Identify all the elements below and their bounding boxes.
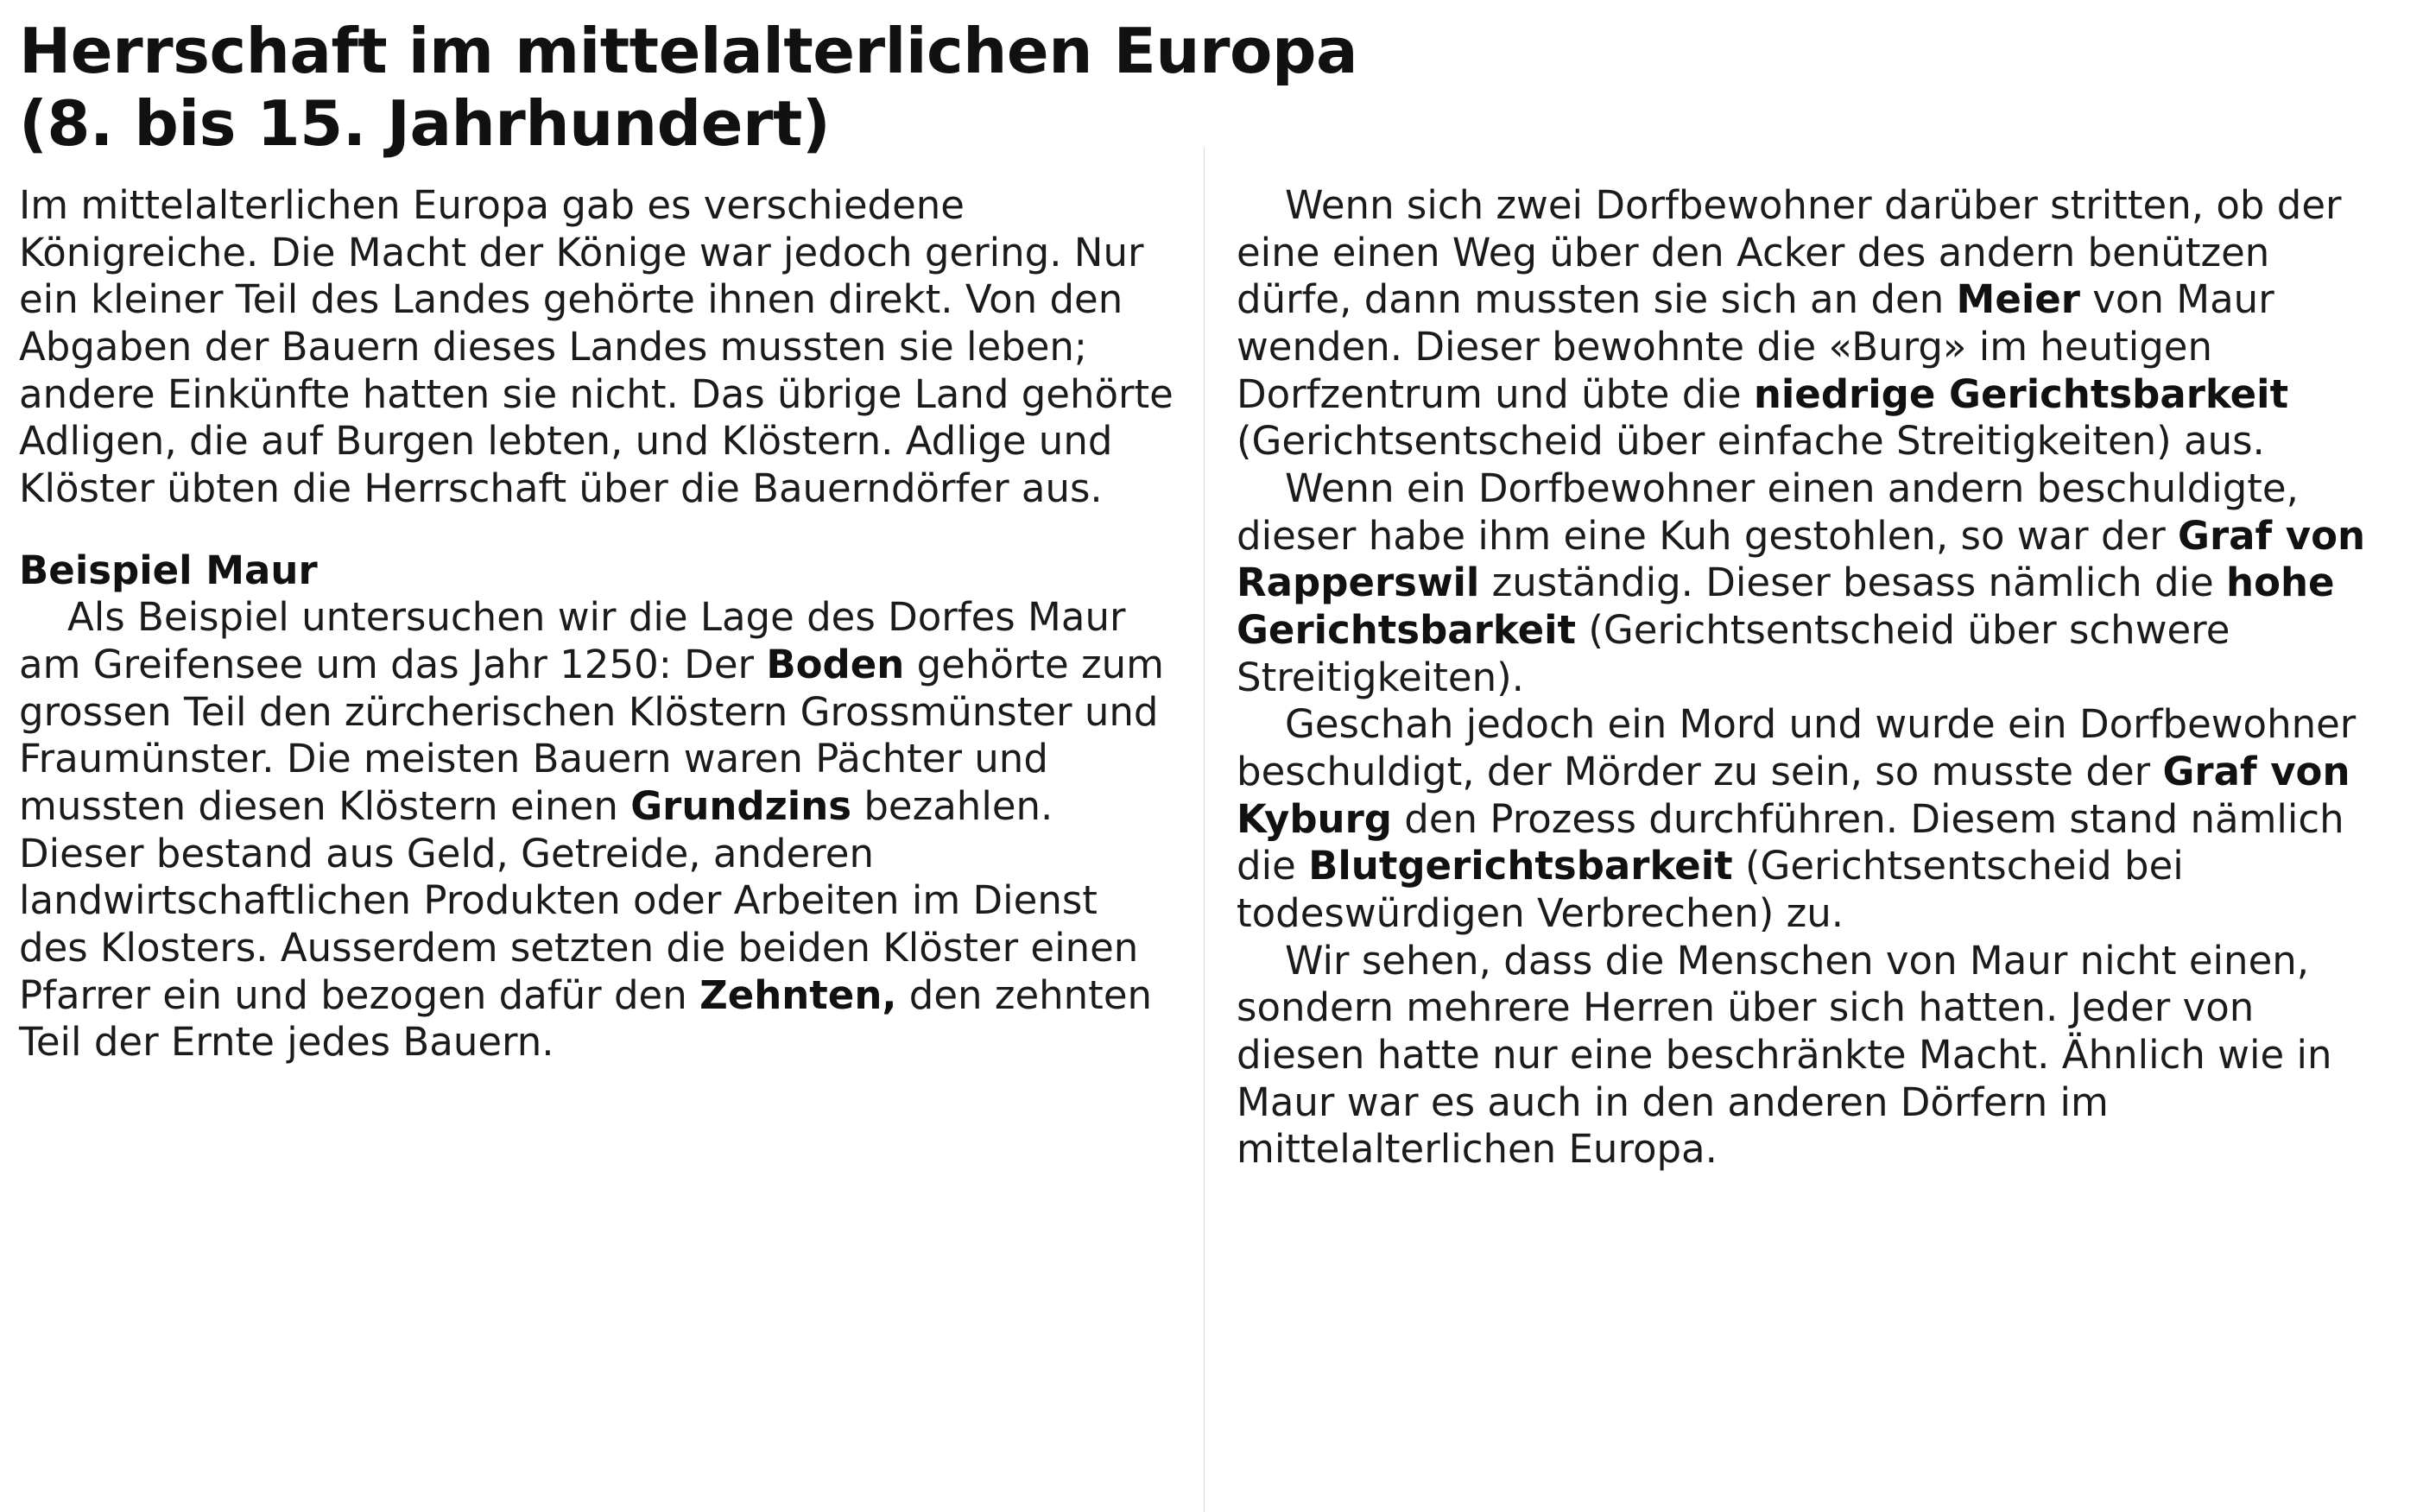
maur-bold-grundzins: Grundzins <box>630 783 852 830</box>
maur-text-4: den zehnten Teil der Ernte jedes Bauern. <box>19 971 1153 1066</box>
right-column <box>1237 182 2394 1174</box>
right-paragraph-4: Wir sehen, dass die Menschen von Maur nicht einen, sondern mehrere Herren über sich hatten. Jeder von diesen hatte nur eine beschränkte Macht. Ähnlich wie in Maur war es auch in den anderen Dörfern im mittelalterlichen Europa. <box>1237 937 2332 1173</box>
r2-text-1: Wenn ein Dorfbewohner einen andern beschuldigte, dieser habe ihm eine Kuh gestohlen, so war der <box>1237 465 2299 559</box>
r2-bold-graf-von-rapperswil: Graf von Rapperswil <box>1237 512 2366 606</box>
right-paragraph-1 <box>1237 182 2394 465</box>
r2-bold-hohe-gerichtsbarkeit: hohe Gerichtsbarkeit <box>1237 560 2335 654</box>
intro-paragraph: Im mittelalterlichen Europa gab es verschiedene Königreiche. Die Macht der Könige war jedoch gering. Nur ein kleiner Teil des Landes gehörte ihnen direkt. Von den Abgaben der Bauern dieses Landes mussten sie leben; andere Einkünfte hatten sie nicht. Das übrige Land gehörte Adligen, die auf Burgen lebten, und Klöstern. Adlige und Klöster übten die Herrschaft über die Bauerndörfer aus. <box>19 182 1174 512</box>
maur-text-3: bezahlen. Dieser bestand aus Geld, Getreide, anderen landwirtschaftlichen Produkten oder Arbeiten im Dienst des Klosters. Ausserdem setzten die beiden Klöster einen Pfarrer ein und bezogen dafür den <box>19 783 1139 1018</box>
maur-paragraph <box>19 594 1176 1066</box>
page-title <box>19 16 2388 160</box>
r1-bold-niedrige-gerichtsbarkeit: niedrige Gerichtsbarkeit <box>1753 370 2289 417</box>
left-column <box>19 182 1176 1066</box>
r1-text-1: Wenn sich zwei Dorfbewohner darüber stritten, ob der eine einen Weg über den Acker des andern benützen dürfe, dann mussten sie sich an den <box>1237 182 2342 323</box>
two-column-body <box>19 182 2388 1174</box>
r1-bold-meier: Meier <box>1956 276 2080 323</box>
column-divider <box>1204 148 1205 1512</box>
title-line-1: Herrschaft im mittelalterlichen Europa <box>19 15 1358 87</box>
subheading-beispiel-maur: Beispiel Maur <box>19 547 318 593</box>
maur-text-2: gehörte zum grossen Teil den zürcherischen Klöstern Grossmünster und Fraumünster. Die meisten Bauern waren Pächter und mussten diesen Klöstern einen <box>19 642 1165 830</box>
right-paragraph-3 <box>1237 701 2394 937</box>
title-line-2: (8. bis 15. Jahrhundert) <box>19 86 831 160</box>
maur-bold-zehnten: Zehnten, <box>699 971 897 1018</box>
maur-text-1: Als Beispiel untersuchen wir die Lage des Dorfes Maur am Greifensee um das Jahr 1250: Der <box>19 594 1126 688</box>
r1-text-2: von Maur wenden. Dieser bewohnte die «Burg» im heutigen Dorfzentrum und übte die <box>1237 276 2274 417</box>
r3-bold-graf-von-kyburg: Graf von Kyburg <box>1237 749 2350 842</box>
maur-bold-boden: Boden <box>766 642 905 688</box>
r3-bold-blutgerichtsbarkeit: Blutgerichtsbarkeit <box>1308 843 1733 889</box>
r3-text-2: den Prozess durchführen. Diesem stand nämlich die <box>1237 795 2344 889</box>
r3-text-1: Geschah jedoch ein Mord und wurde ein Dorfbewohner beschuldigt, der Mörder zu sein, so musste der <box>1237 701 2357 795</box>
r3-text-3: (Gerichtsentscheid bei todeswürdigen Verbrechen) zu. <box>1237 843 2184 937</box>
r1-text-3: (Gerichtsentscheid über einfache Streitigkeiten) aus. <box>1237 418 2265 465</box>
r2-text-2: zuständig. Dieser besass nämlich die <box>1479 560 2227 606</box>
r2-text-3: (Gerichtsentscheid über schwere Streitigkeiten). <box>1237 607 2230 700</box>
right-paragraph-2 <box>1237 465 2394 701</box>
